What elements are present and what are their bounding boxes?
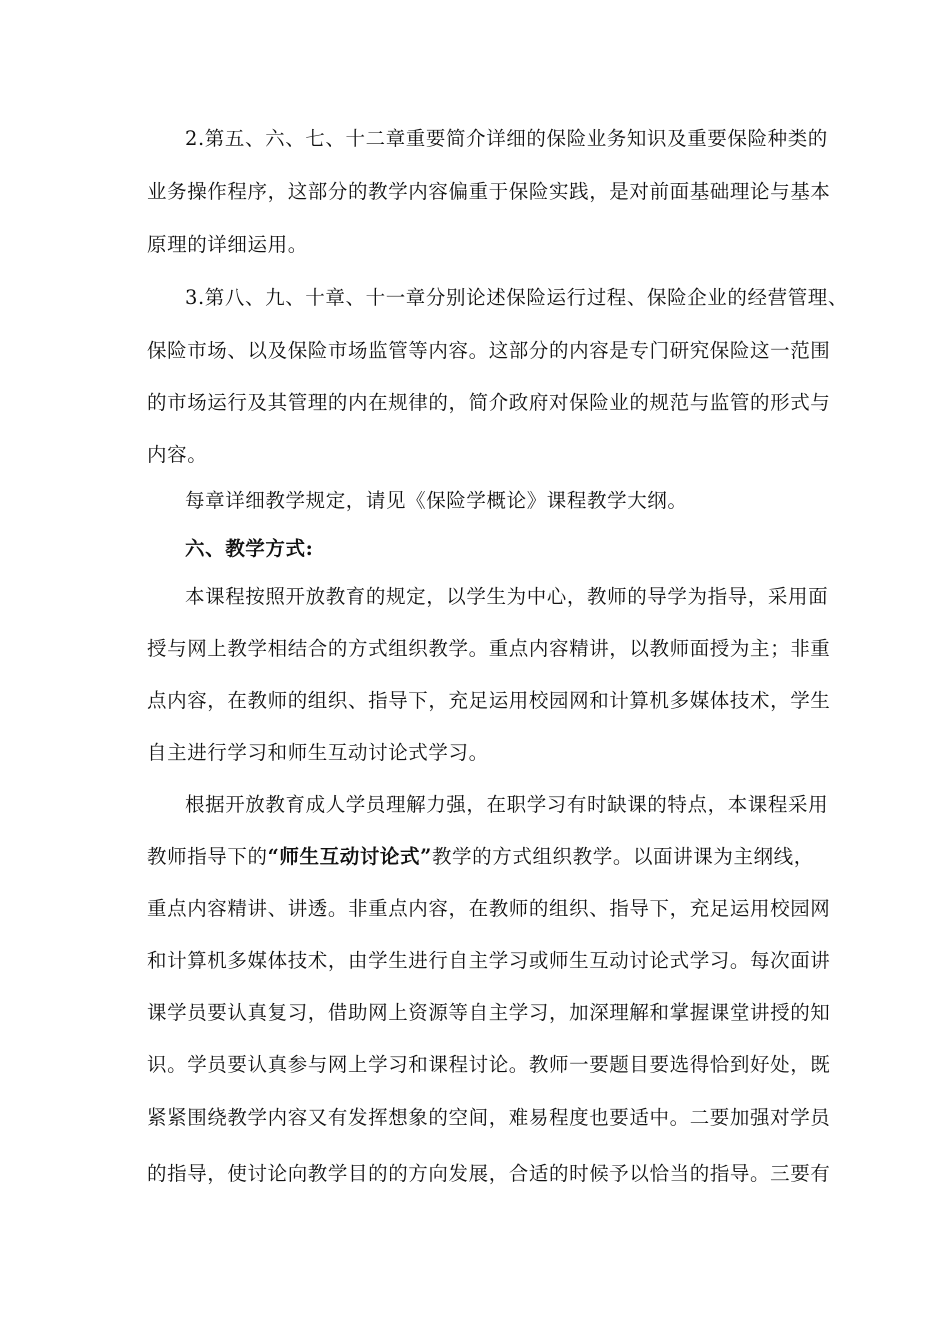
- text-line: 和计算机多媒体技术，由学生进行自主学习或师生互动讨论式学习。每次面讲: [147, 949, 831, 972]
- text-line: 2.第五、六、七、十二章重要简介详细的保险业务知识及重要保险种类的: [185, 127, 828, 150]
- text-line: 3.第八、九、十章、十一章分别论述保险运行过程、保险企业的经营管理、: [185, 286, 849, 309]
- text-run: 教学的方式组织教学。以面讲课为主纲线，: [431, 845, 814, 868]
- emphasis-text: “师生互动讨论式”: [267, 845, 432, 868]
- text-line: [147, 845, 814, 869]
- text-line: 原理的详细运用。: [147, 233, 308, 256]
- text-line: 内容。: [147, 443, 208, 466]
- text-line: 课学员要认真复习，借助网上资源等自主学习，加深理解和掌握课堂讲授的知: [147, 1001, 831, 1024]
- text-line: 紧紧围绕教学内容又有发挥想象的空间，难易程度也要适中。二要加强对学员: [147, 1106, 831, 1129]
- text-line: 的指导，使讨论向教学目的的方向发展，合适的时候予以恰当的指导。三要有: [147, 1162, 831, 1185]
- text-run: 教师指导下的: [147, 845, 268, 868]
- text-line: 自主进行学习和师生互动讨论式学习。: [147, 741, 489, 764]
- text-line: 点内容，在教师的组织、指导下，充足运用校园网和计算机多媒体技术，学生: [147, 689, 831, 712]
- text-line: 保险市场、以及保险市场监管等内容。这部分的内容是专门研究保险这一范围: [147, 339, 831, 362]
- text-line: 的市场运行及其管理的内在规律的，简介政府对保险业的规范与监管的形式与: [147, 391, 831, 414]
- text-line: 根据开放教育成人学员理解力强，在职学习有时缺课的特点，本课程采用: [185, 793, 829, 816]
- text-line: 业务操作程序，这部分的教学内容偏重于保险实践，是对前面基础理论与基本: [147, 180, 831, 203]
- text-line: 识。学员要认真参与网上学习和课程讨论。教师一要题目要选得恰到好处，既: [147, 1053, 831, 1076]
- section-heading: 六、教学方式:: [185, 537, 314, 560]
- text-line: 重点内容精讲、讲透。非重点内容，在教师的组织、指导下，充足运用校园网: [147, 897, 831, 920]
- text-line: 授与网上教学相结合的方式组织教学。重点内容精讲，以教师面授为主；非重: [147, 637, 831, 660]
- text-line: 每章详细教学规定，请见《保险学概论》课程教学大纲。: [185, 489, 688, 512]
- text-line: 本课程按照开放教育的规定，以学生为中心，教师的导学为指导，采用面: [185, 585, 829, 608]
